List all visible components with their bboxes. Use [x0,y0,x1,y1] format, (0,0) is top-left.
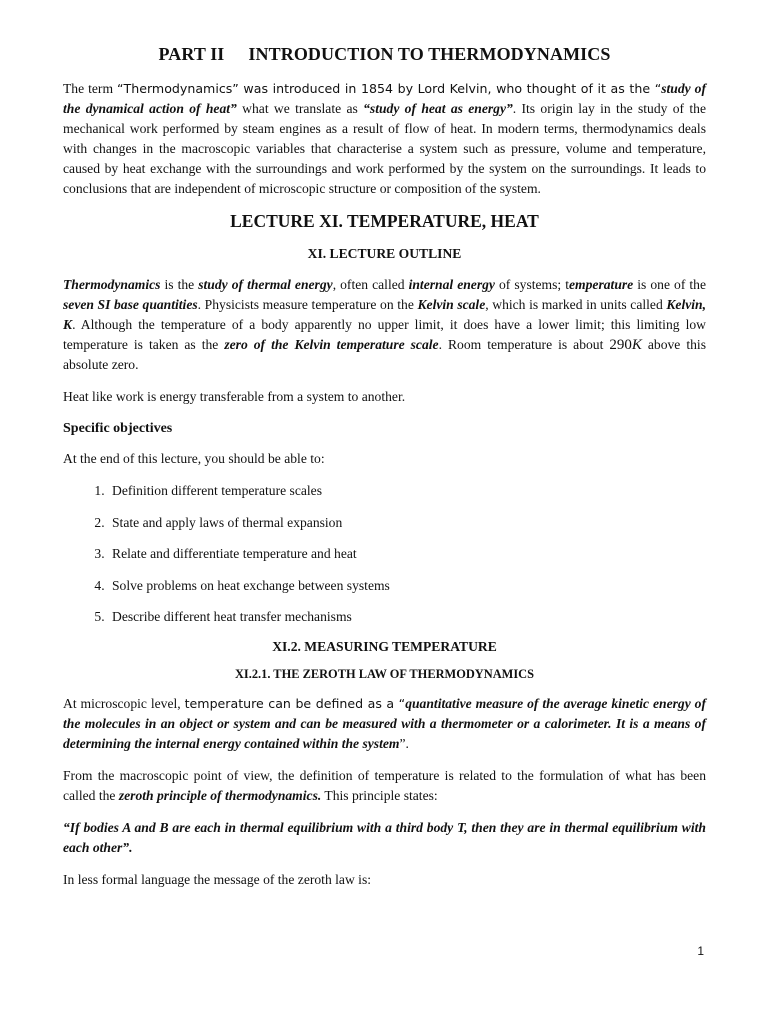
intro-text-2: “Thermodynamics” was introduced in 1854 by Lord Kelvin, who thought of it as the “ [117,81,662,96]
outline-paragraph [63,275,706,375]
kelvin-unit: K [631,337,642,353]
macro-text-1: From the macroscopic point of view, the definition of temperature is related to the formulation of what has been called the [63,767,706,803]
part-title [63,44,706,65]
outline-emph: study of thermal energy [198,277,333,292]
outline-text: is one of the [633,277,706,292]
outline-emph: zero of the Kelvin temperature scale [224,337,439,352]
outline-emph: Kelvin, K [63,297,707,332]
micro-emph: quantitative measure of the average kinetic energy of the molecules in an object or system and can be measured with a thermometer or a calorimeter. It is a means of determining the internal energy contained within the system [63,695,706,751]
outline-title: XI. LECTURE OUTLINE [307,246,462,261]
zeroth-law-title: XI.2.1. THE ZEROTH LAW OF THERMODYNAMICS [234,666,535,681]
outline-emph: Kelvin scale [417,297,486,312]
part-title-text: INTRODUCTION TO THERMODYNAMICS [248,44,611,64]
objectives-title: Specific objectives [63,421,173,436]
objective-item: 2. State and apply laws of thermal expansion [108,513,706,533]
less-formal-paragraph: In less formal language the message of the zeroth law is: [63,871,372,887]
objective-item: 5. Describe different heat transfer mechanisms [108,607,706,627]
lecture-title: LECTURE XI. TEMPERATURE, HEAT [230,211,539,231]
outline-text: , often called [332,277,409,292]
objective-item: 4. Solve problems on heat exchange between systems [108,576,706,596]
outline-text: . Physicists measure temperature on the [197,297,418,312]
macro-text-2: This principle states: [321,787,438,803]
objective-item: 1. Definition different temperature scales [108,481,706,501]
macroscopic-paragraph [63,766,706,806]
objectives-list [63,481,706,627]
outline-emph: internal energy [408,277,495,292]
micro-text-1: At microscopic level, [63,695,185,711]
outline-emph: seven SI base quantities [63,297,198,312]
objectives-intro: At the end of this lecture, you should be able to: [63,451,325,466]
micro-text-3: ”. [399,735,409,751]
intro-text-4: . Its origin lay in the study of the mechanical work performed by steam engines as a result of flow of heat. In modern terms, thermodynamics deals with changes in the macroscopic variables that characterise a system such as pressure, volume and temperature, caused by heat exchange with the surroundings and work performed by the system on the surroundings. It leads to conclusions that are independent of microscopic structure or composition of the system. [63,101,707,196]
heat-paragraph: Heat like work is energy transferable from a system to another. [63,389,406,404]
page-number: 1 [697,944,704,958]
room-temperature-value: 290 [609,337,632,353]
intro-emph-1: study of the dynamical action of heat” [63,81,706,116]
intro-emph-2: “study of heat as energy” [363,101,513,116]
objective-item: 3. Relate and differentiate temperature and heat [108,544,706,564]
outline-text: is the [160,277,199,292]
intro-text-1: The term [63,81,118,96]
outline-emph-thermodynamics: Thermodynamics [63,277,161,292]
intro-text-3: what we translate as [236,101,364,116]
micro-text-2: temperature can be defined as a “ [184,695,406,711]
outline-text: . Room temperature is about [438,337,610,352]
outline-text: . Although the temperature of a body apparently no upper limit, it does have a lower limit; this limiting low temperature is taken as the [63,317,706,352]
outline-text: , which is marked in units called [485,297,667,312]
intro-paragraph [63,79,706,199]
outline-emph: emperature [569,277,634,292]
measuring-title: XI.2. MEASURING TEMPERATURE [272,638,497,654]
outline-text: of systems; t [494,277,570,292]
outline-text: above this absolute zero. [63,337,706,372]
zeroth-law-quote: “If bodies A and B are each in thermal equilibrium with a third body T, then they are in thermal equilibrium with each other”. [63,819,706,855]
macro-emph: zeroth principle of thermodynamics. [118,787,322,803]
part-prefix: PART II [158,44,225,64]
microscopic-paragraph [63,694,706,754]
